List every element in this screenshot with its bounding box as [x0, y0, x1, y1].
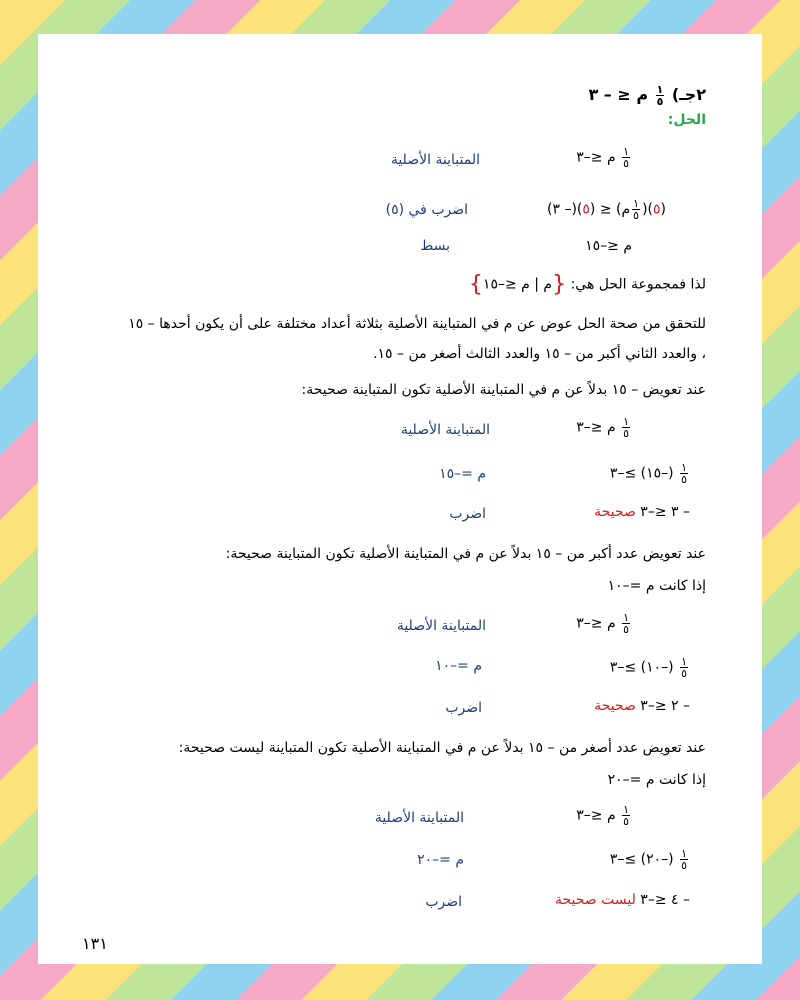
check3-row2-note: م =–٢٠ [417, 852, 464, 868]
step3-note: بسط [420, 238, 450, 254]
verify-paragraph-line1: للتحقق من صحة الحل عوض عن م في المتباينة الأصلية بثلاثة أعداد مختلفة على أن يكون أحدها – ١٥ [128, 316, 706, 332]
check2-row1-note: المتباينة الأصلية [396, 618, 486, 634]
step1-note: المتباينة الأصلية [390, 152, 480, 168]
problem-expression: م ≤ – ٣ [588, 85, 649, 104]
step3-expression: م ≤–١٥ [585, 238, 632, 254]
check3-condition: إذا كانت م =–٢٠ [607, 772, 706, 788]
check2-row3: – ٢ ≤–٣ صحيحة [594, 698, 690, 714]
check1-row2-expression: $\frac{١}{٥}$ (–١٥) ≥–٣ [609, 461, 687, 486]
step1-expression: $\frac{١}{٥}$ م ≤–٣ [576, 145, 629, 170]
check3-row3: – ٤ ≤–٣ ليست صحيحة [554, 892, 690, 908]
solution-label: الحل: [667, 112, 706, 128]
check2-condition: إذا كانت م =–١٠ [607, 578, 706, 594]
problem-statement [588, 84, 706, 107]
verify-paragraph-line2: ، والعدد الثاني أكبر من – ١٥ والعدد الثالث أصغر من – ١٥. [373, 346, 706, 362]
check1-row3: – ٣ ≤–٣ صحيحة [594, 504, 690, 520]
problem-fraction: $\frac{١}{٥}$ [656, 83, 664, 108]
check2-row2-note: م =–١٠ [435, 658, 482, 674]
verdict-false: ليست صحيحة [554, 892, 636, 908]
check3-intro: عند تعويض عدد أصغر من – ١٥ بدلاً عن م في المتباينة الأصلية تكون المتباينة ليست صحيحة: [178, 740, 706, 756]
brace-right: } [468, 272, 483, 297]
page-sheet [38, 34, 762, 964]
problem-number: ٢جـ) [671, 85, 706, 104]
check2-intro: عند تعويض عدد أكبر من – ١٥ بدلاً عن م في المتباينة الأصلية تكون المتباينة صحيحة: [225, 546, 706, 562]
check2-row1-expression: $\frac{١}{٥}$ م ≤–٣ [576, 611, 629, 636]
check3-row3-note: اضرب [425, 894, 462, 910]
check3-row1-note: المتباينة الأصلية [374, 810, 464, 826]
brace-left: { [552, 272, 567, 297]
check3-row2-expression: $\frac{١}{٥}$ (–٢٠) ≥–٣ [609, 847, 687, 872]
check1-row2-note: م =–١٥ [439, 466, 486, 482]
solution-set-line: لذا فمجموعة الحل هي: {م | م ≤–١٥} [468, 272, 706, 297]
check1-row3-note: اضرب [449, 506, 486, 522]
verdict-true: صحيحة [594, 698, 636, 714]
step2-expression: (٥)( $\frac{١}{٥}$ م) ≤ (٥)(– ٣) [547, 197, 666, 222]
step2-note: اضرب في (٥) [385, 202, 468, 218]
check2-row3-note: اضرب [445, 700, 482, 716]
check1-intro: عند تعويض – ١٥ بدلاً عن م في المتباينة الأصلية تكون المتباينة صحيحة: [301, 382, 706, 398]
page-number: ١٣١ [82, 934, 108, 953]
check2-row2-expression: $\frac{١}{٥}$ (–١٠) ≥–٣ [609, 655, 687, 680]
verdict-true: صحيحة [594, 504, 636, 520]
check3-row1-expression: $\frac{١}{٥}$ م ≤–٣ [576, 803, 629, 828]
check1-row1-note: المتباينة الأصلية [400, 422, 490, 438]
check1-row1-expression: $\frac{١}{٥}$ م ≤–٣ [576, 415, 629, 440]
solution-set: م | م ≤–١٥ [482, 276, 553, 293]
